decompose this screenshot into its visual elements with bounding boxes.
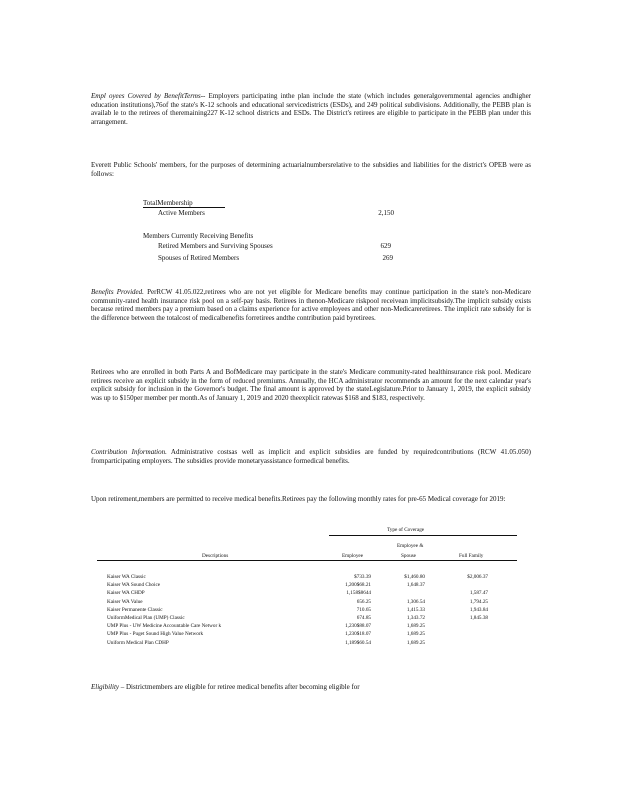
table-cell-employee: 656.25 bbox=[356, 598, 371, 605]
paragraph-text: Retirees who are enrolled in both Parts A and BofMedicare may participate in the state's Medicare community-rated healthinsurance risk pool. Medicare retirees receive an explicit subsidy in the form of reduced premiums. Annually, the HCA administrator recommends an amount for the next calendar year's explicit subsidy for inclusion in the Governor's budget. The final amount is approved by the stateLegislature.Prior to January 1, 2019, the explicit subsidy was up to $150per member per month.As of January 1, 2019 and 2020 theexplicit ratewas $168 and $183, respectively. bbox=[91, 368, 531, 402]
paragraph-contribution-information bbox=[91, 448, 531, 465]
table-col-full-family: Full Family bbox=[459, 553, 484, 559]
table-cell-employee-spouse: 1,648.37 bbox=[406, 582, 425, 589]
table-cell-full-family: 1,587.47 bbox=[469, 590, 488, 597]
table-cell-employee-spouse: 1,689.25 bbox=[406, 631, 425, 638]
table-cell-employee-spouse: $1,460.80 bbox=[404, 574, 425, 580]
membership-spouses-value: 269 bbox=[382, 254, 393, 262]
membership-underline bbox=[143, 207, 225, 208]
table-cell-description: Kaiser WA Classic bbox=[107, 574, 146, 580]
table-cell-employee-spouse: 1,689.25 bbox=[406, 623, 425, 630]
table-cell-description: Kaiser WA Value bbox=[107, 598, 143, 605]
membership-retired-label: Retired Members and Surviving Spouses bbox=[158, 242, 273, 250]
table-cell-employee: 1,158$8644 bbox=[346, 590, 371, 597]
table-cell-employee-spouse: 1,689.25 bbox=[406, 639, 425, 646]
paragraph-lead: Eligibility bbox=[91, 683, 119, 691]
paragraph-lead: Contribution Information. bbox=[91, 448, 167, 456]
paragraph-lead: Empl oyees Covered by BenefitTerms-- bbox=[91, 92, 206, 100]
table-cell-employee-spouse: 1,343.72 bbox=[406, 615, 425, 621]
table-col-descriptions: Descriptions bbox=[202, 553, 229, 559]
paragraph-benefits-provided bbox=[91, 288, 531, 322]
table-cell-full-family: $2,006.37 bbox=[467, 574, 488, 580]
paragraph-medicare-retirees bbox=[91, 368, 531, 402]
table-cell-employee: 1,230$18.07 bbox=[345, 631, 371, 638]
table-group-underline bbox=[329, 535, 517, 536]
table-col-emp-spouse: Spouse bbox=[401, 553, 416, 559]
membership-total-label: TotalMembership bbox=[143, 199, 193, 207]
table-cell-description: UMP Plus - Puget Sound High Value Network bbox=[107, 631, 204, 638]
table-cell-employee: 1,200$68.21 bbox=[345, 582, 371, 589]
paragraph-text: Everett Public Schools' members, for the purposes of determining actuarialnumbersrelative to the subsidies and liabilities for the district's OPEB were as follows: bbox=[91, 161, 531, 178]
paragraph-monthly-rates-intro bbox=[91, 495, 531, 504]
membership-retired-value: 629 bbox=[380, 242, 391, 250]
paragraph-text: – Districtmembers are eligible for retiree medical benefits after becoming eligible for bbox=[119, 683, 360, 691]
table-cell-employee: 1,189$60.54 bbox=[345, 639, 371, 646]
table-cell-full-family: 1,943.84 bbox=[469, 606, 488, 613]
paragraph-lead: Benefits Provided. bbox=[91, 288, 144, 296]
table-cell-description: Kaiser Permanente Classic bbox=[107, 606, 163, 613]
table-cell-full-family: 1,794.25 bbox=[469, 598, 488, 605]
paragraph-covered-employees bbox=[91, 92, 531, 126]
membership-active-label: Active Members bbox=[158, 209, 205, 217]
table-cell-description: Kaiser WA CHDP bbox=[107, 590, 145, 597]
table-cell-employee: $733.39 bbox=[354, 574, 371, 580]
table-cell-employee: 710.65 bbox=[356, 606, 371, 613]
table-col-employee: Employee bbox=[342, 553, 364, 559]
table-cell-description: UMP Plus - UW Medicine Accountable Care Networ k bbox=[107, 623, 222, 630]
paragraph-membership-intro bbox=[91, 161, 531, 178]
paragraph-eligibility bbox=[91, 683, 531, 692]
table-cell-description: Uniform Medical Plan CDHP bbox=[107, 639, 169, 646]
table-cell-employee: 674.85 bbox=[356, 615, 371, 621]
table-cell-employee-spouse: 1,306.54 bbox=[406, 598, 425, 605]
table-header-underline bbox=[97, 560, 517, 561]
table-col-emp-spouse-top: Employee & bbox=[397, 543, 424, 549]
paragraph-text: Employers participating inthe plan include the state (which includes generalgovernmental agencies andhigher education institutions),76of the state's K-12 schools and educational servicedistricts (ESDs), and 249 political subdivisions. Additionally, the PEBB plan is availab le to the retirees of theremaining227 K-12 school districts and ESDs. The District's retirees are eligible to participate in the PEBB plan under this arrangement. bbox=[91, 92, 532, 126]
table-group-header: Type of Coverage bbox=[387, 527, 425, 533]
membership-spouses-label: Spouses of Retired Members bbox=[158, 254, 240, 262]
paragraph-text: Administrative costsas well as implicit and explicit subsidies are funded by requiredcontributions (RCW 41.05.050) fromparticipating employers. The subsidies provide monetaryassistance formedical benefits. bbox=[91, 448, 531, 465]
table-cell-full-family: 1,845.38 bbox=[469, 615, 488, 621]
membership-active-value: 2,150 bbox=[378, 209, 394, 217]
paragraph-text: Upon retirement,members are permitted to receive medical benefits.Retirees pay the following monthly rates for pre-65 Medical coverage for 2019: bbox=[91, 495, 506, 503]
table-cell-employee-spouse: 1,415.33 bbox=[406, 606, 425, 613]
table-cell-employee: 1,230$88.07 bbox=[345, 623, 371, 630]
paragraph-text: PerRCW 41.05.022,retirees who are not yet eligible for Medicare benefits may continue participation in the state's non-Medicare community-rated health insurance risk pool on a self-pay basis. Retirees in thenon-Medicare riskpool receivean implicitsubsidy.The implicit subsidy exists because retired members pay a premium based on a claims experience for active employees and other non-Medicareretirees. The implicit rate subsidy for is the difference between the totalcost of medicalbenefits forretirees andthe contribution paid byretirees. bbox=[91, 288, 531, 322]
table-cell-description: UniformMedical Plan (UMP) Classic bbox=[107, 615, 185, 621]
table-cell-description: Kaiser WA Sound Choice bbox=[107, 582, 161, 589]
rates-table bbox=[91, 524, 531, 670]
membership-receiving-label: Members Currently Receiving Benefits bbox=[143, 232, 254, 240]
